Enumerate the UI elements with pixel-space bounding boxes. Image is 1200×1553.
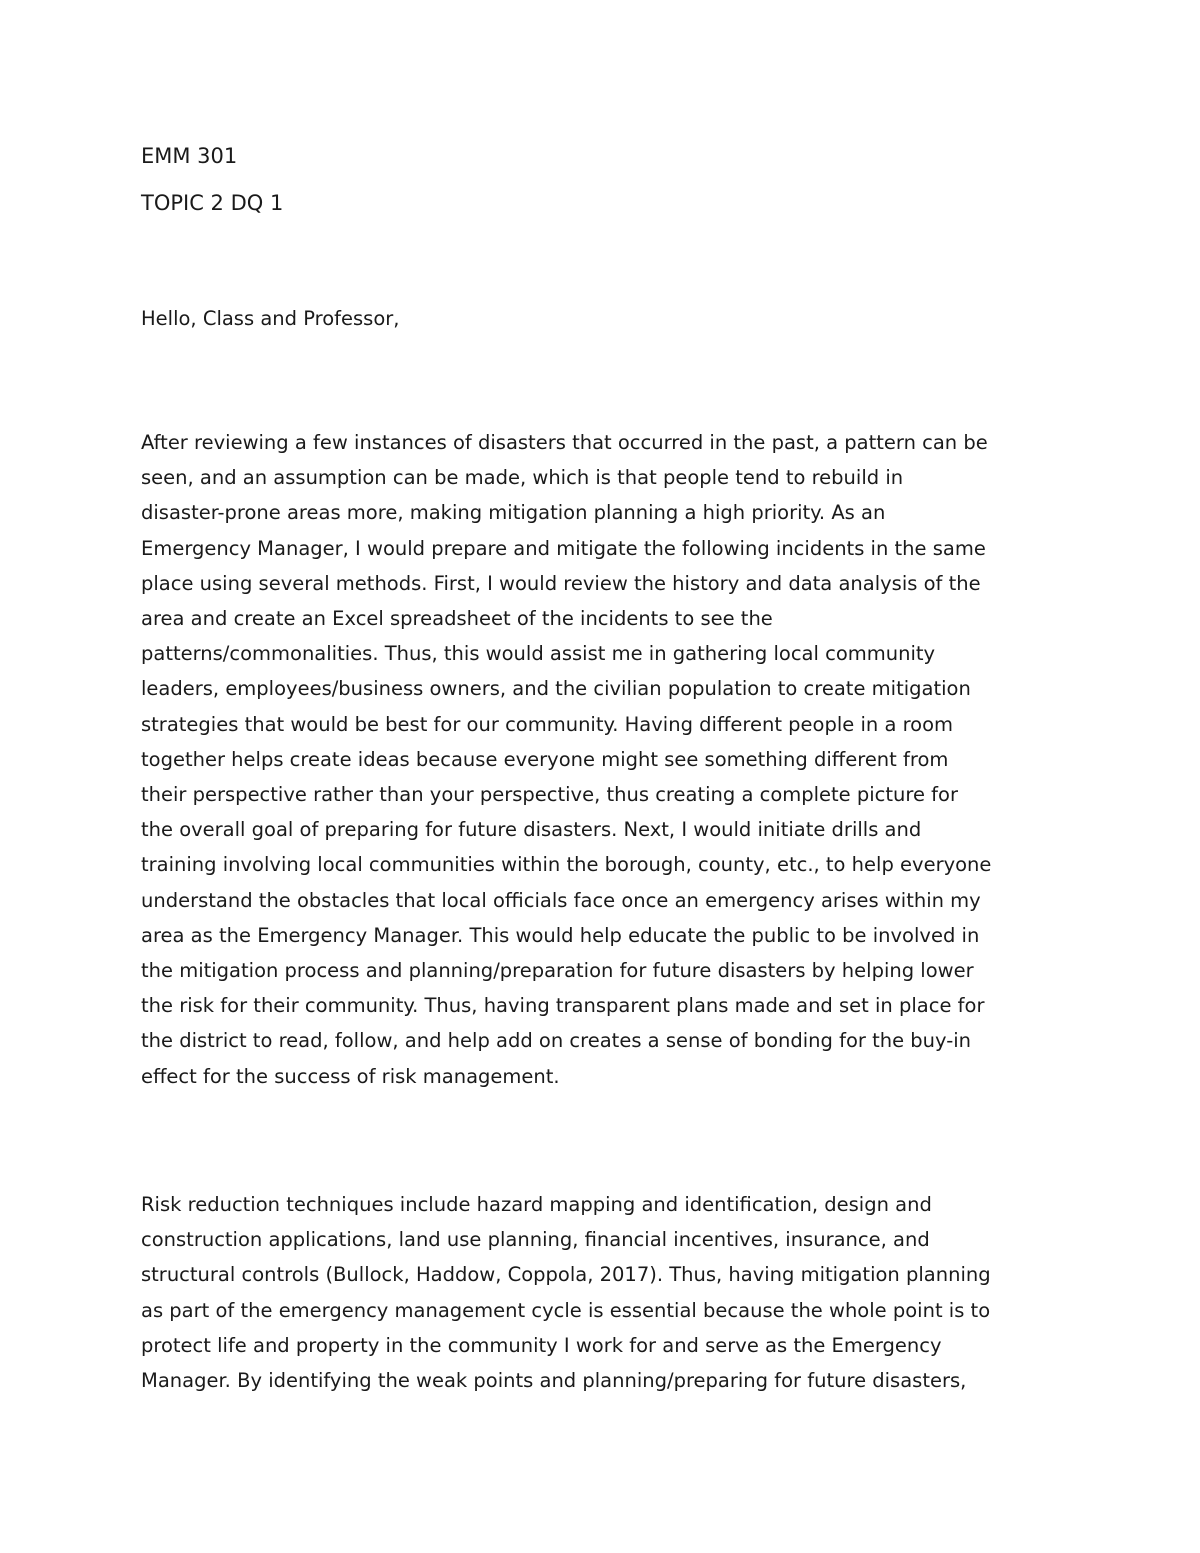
paragraph-line: together helps create ideas because everyone might see something different from xyxy=(141,747,949,771)
topic-title: TOPIC 2 DQ 1 xyxy=(141,191,284,215)
paragraph-line: protect life and property in the community I work for and serve as the Emergency xyxy=(141,1333,942,1357)
paragraph-line: disaster-prone areas more, making mitigation planning a high priority. As an xyxy=(141,501,886,525)
paragraph-line: the overall goal of preparing for future disasters. Next, I would initiate drills and xyxy=(141,818,922,842)
paragraph-line: area as the Emergency Manager. This would help educate the public to be involved in xyxy=(141,923,980,947)
paragraph-line: seen, and an assumption can be made, which is that people tend to rebuild in xyxy=(141,466,904,490)
paragraph-line: Manager. By identifying the weak points and planning/preparing for future disasters, xyxy=(141,1369,967,1393)
paragraph-line: structural controls (Bullock, Haddow, Coppola, 2017). Thus, having mitigation planning xyxy=(141,1263,991,1287)
paragraph-line: area and create an Excel spreadsheet of the incidents to see the xyxy=(141,607,773,631)
paragraph-line: Risk reduction techniques include hazard mapping and identification, design and xyxy=(141,1193,932,1216)
paragraph-line: Emergency Manager, I would prepare and mitigate the following incidents in the same xyxy=(141,536,986,560)
course-code: EMM 301 xyxy=(141,144,238,168)
paragraph-line: their perspective rather than your perspective, thus creating a complete picture for xyxy=(141,783,958,807)
paragraph-line: the district to read, follow, and help add on creates a sense of bonding for the buy-in xyxy=(141,1029,972,1053)
paragraph-mitigation-approach xyxy=(141,425,1071,1094)
paragraph-line: the risk for their community. Thus, having transparent plans made and set in place for xyxy=(141,994,985,1018)
paragraph-line: construction applications, land use planning, financial incentives, insurance, and xyxy=(141,1228,930,1252)
paragraph-line: place using several methods. First, I would review the history and data analysis of the xyxy=(141,571,981,595)
paragraph-line: After reviewing a few instances of disasters that occurred in the past, a pattern can be xyxy=(141,431,988,454)
paragraph-line: leaders, employees/business owners, and the civilian population to create mitigation xyxy=(141,677,971,701)
paragraph-line: effect for the success of risk management. xyxy=(141,1064,560,1088)
paragraph-line: patterns/commonalities. Thus, this would assist me in gathering local community xyxy=(141,642,936,666)
paragraph-line: as part of the emergency management cycle is essential because the whole point is to xyxy=(141,1298,991,1322)
paragraph-risk-reduction xyxy=(141,1187,1071,1398)
paragraph-line: the mitigation process and planning/preparation for future disasters by helping lower xyxy=(141,959,974,983)
paragraph-line: strategies that would be best for our community. Having different people in a room xyxy=(141,712,954,736)
paragraph-line: training involving local communities within the borough, county, etc., to help everyone xyxy=(141,853,992,877)
greeting: Hello, Class and Professor, xyxy=(141,307,400,330)
paragraph-line: understand the obstacles that local officials face once an emergency arises within my xyxy=(141,888,981,912)
